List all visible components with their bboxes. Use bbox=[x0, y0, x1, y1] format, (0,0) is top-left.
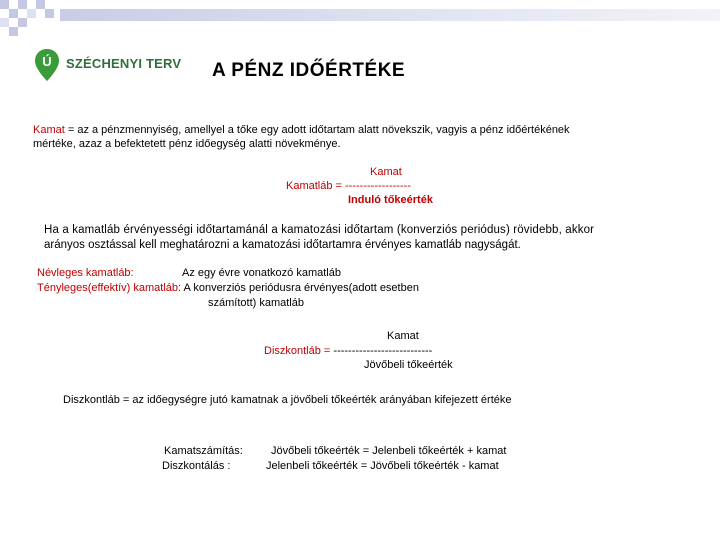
nominal-rate-def: Az egy évre vonatkozó kamatláb bbox=[182, 267, 341, 279]
paragraph-line1: Ha a kamatláb érvényességi időtartamánál a kamatozási időtartam (konverziós periódus) rövidebb, akkor bbox=[44, 224, 595, 236]
effective-rate-row bbox=[37, 281, 419, 296]
calc-row2-label: Diszkontálás : bbox=[162, 460, 231, 472]
effective-rate-def2: számított) kamatláb bbox=[208, 297, 304, 309]
nominal-rate-row bbox=[37, 266, 134, 281]
logo-text: SZÉCHENYI TERV bbox=[66, 56, 182, 71]
diszkont-label: Diszkontláb = bbox=[264, 345, 334, 357]
paragraph-line2: arányos osztással kell meghatározni a kamatozási időtartamra érvényes kamatláb nagyságát. bbox=[44, 239, 521, 251]
effective-rate-def: A konverziós periódusra érvényes(adott esetben bbox=[181, 282, 419, 294]
diszkont-numerator: Kamat bbox=[387, 330, 419, 342]
page-title: A PÉNZ IDŐÉRTÉKE bbox=[212, 60, 406, 81]
kamat-term: Kamat bbox=[33, 124, 65, 136]
kamatlab-label: Kamatláb = bbox=[286, 180, 346, 192]
diszkont-denominator: Jövőbeli tőkeérték bbox=[364, 359, 453, 371]
diszkont-definition: Diszkontláb = az időegységre jutó kamatnak a jövőbeli tőkeérték arányában kifejezett értéke bbox=[63, 394, 512, 406]
kamatlab-denominator: Induló tőkeérték bbox=[348, 194, 433, 206]
nominal-rate-term: Névleges kamatláb: bbox=[37, 267, 134, 279]
kamat-def-line1: = az a pénzmennyiség, amellyel a tőke egy adott időtartam alatt növekszik, vagyis a pénz időértékének bbox=[64, 124, 570, 136]
kamat-definition bbox=[33, 123, 570, 138]
kamatlab-fraction-line bbox=[286, 179, 411, 194]
effective-rate-term: Tényleges(effektív) kamatláb: bbox=[37, 282, 182, 294]
calc-row1-label: Kamatszámítás: bbox=[164, 445, 243, 457]
diszkont-fraction-line bbox=[264, 344, 432, 359]
calc-row1-value: Jövőbeli tőkeérték = Jelenbeli tőkeérték + kamat bbox=[271, 445, 507, 457]
diszkont-dashes: --------------------------- bbox=[333, 345, 433, 357]
kamatlab-numerator: Kamat bbox=[370, 166, 402, 178]
kamatlab-dashes: ------------------ bbox=[345, 180, 411, 192]
logo-mark: Ú bbox=[42, 54, 52, 69]
logo-pin-icon bbox=[34, 48, 60, 82]
kamat-def-line2: mértéke, azaz a befektetett pénz időegység alatti növekménye. bbox=[33, 138, 341, 150]
calc-row2-value: Jelenbeli tőkeérték = Jövőbeli tőkeérték - kamat bbox=[266, 460, 499, 472]
header-decoration bbox=[0, 0, 720, 40]
